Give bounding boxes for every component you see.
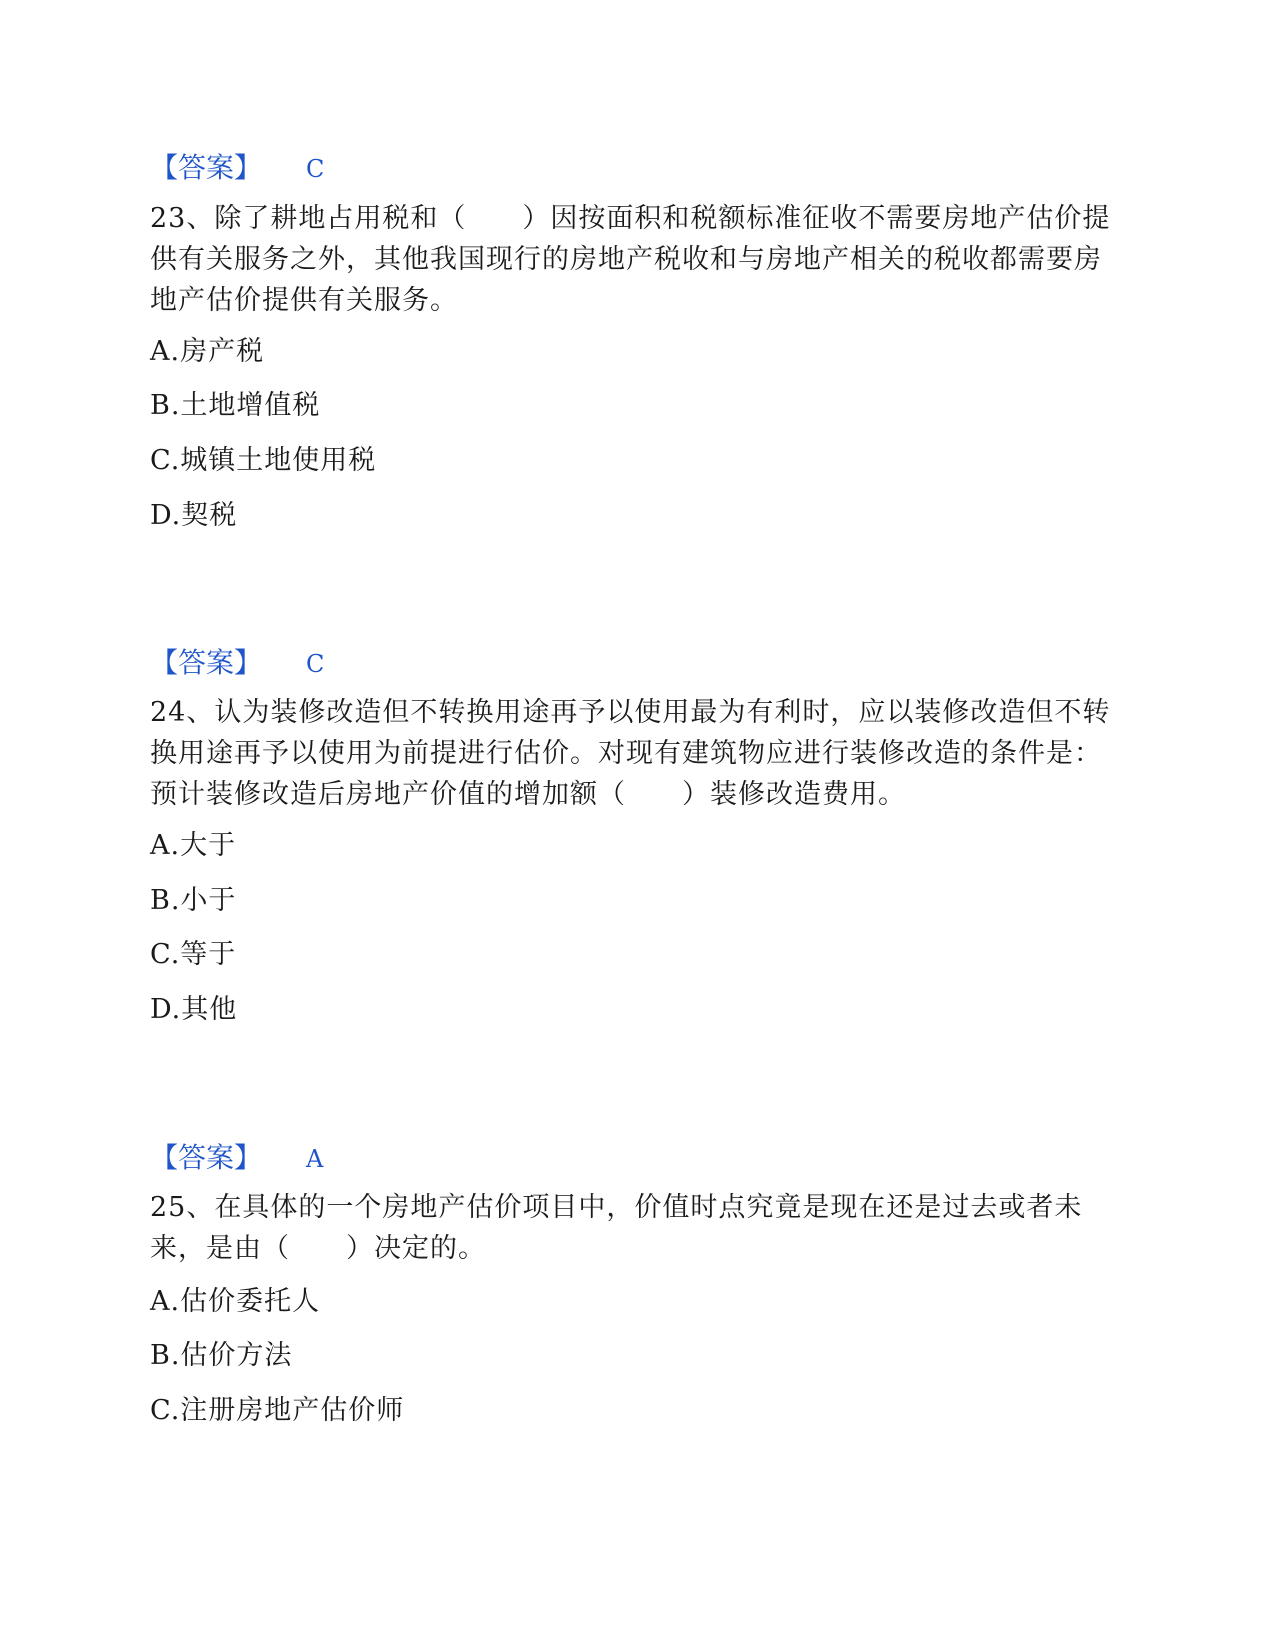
answer-line	[150, 148, 324, 188]
option-a: A.估价委托人	[150, 1286, 321, 1317]
answer-value: C	[306, 155, 325, 183]
question-text: 23、除了耕地占用税和（ ）因按面积和税额标准征收不需要房地产估价提供有关服务之外，其他我国现行的房地产税收和与房地产相关的税收都需要房地产估价提供有关服务。	[150, 203, 1111, 316]
option-b: B.小于	[150, 885, 237, 916]
option-c: C.等于	[150, 939, 237, 970]
option-b: B.土地增值税	[150, 390, 321, 421]
answer-line	[150, 1138, 323, 1178]
question-text: 24、认为装修改造但不转换用途再予以使用最为有利时，应以装修改造但不转换用途再予以使用为前提进行估价。对现有建筑物应进行装修改造的条件是：预计装修改造后房地产价值的增加额（ ）装修改造费用。	[150, 697, 1111, 810]
answer-label: 【答案】	[150, 646, 263, 679]
answer-value: A	[306, 1145, 324, 1173]
option-c: C.注册房地产估价师	[150, 1395, 405, 1426]
answer-label: 【答案】	[150, 151, 263, 184]
answer-label: 【答案】	[150, 1141, 263, 1174]
option-b: B.估价方法	[150, 1340, 293, 1371]
option-d: D.契税	[150, 500, 238, 531]
question-text: 25、在具体的一个房地产估价项目中，价值时点究竟是现在还是过去或者未来，是由（ ）决定的。	[150, 1192, 1083, 1264]
answer-line	[150, 643, 324, 683]
option-d: D.其他	[150, 994, 238, 1025]
option-a: A.房产税	[150, 336, 265, 367]
answer-value: C	[306, 650, 325, 678]
option-a: A.大于	[150, 830, 237, 861]
option-c: C.城镇土地使用税	[150, 445, 377, 476]
